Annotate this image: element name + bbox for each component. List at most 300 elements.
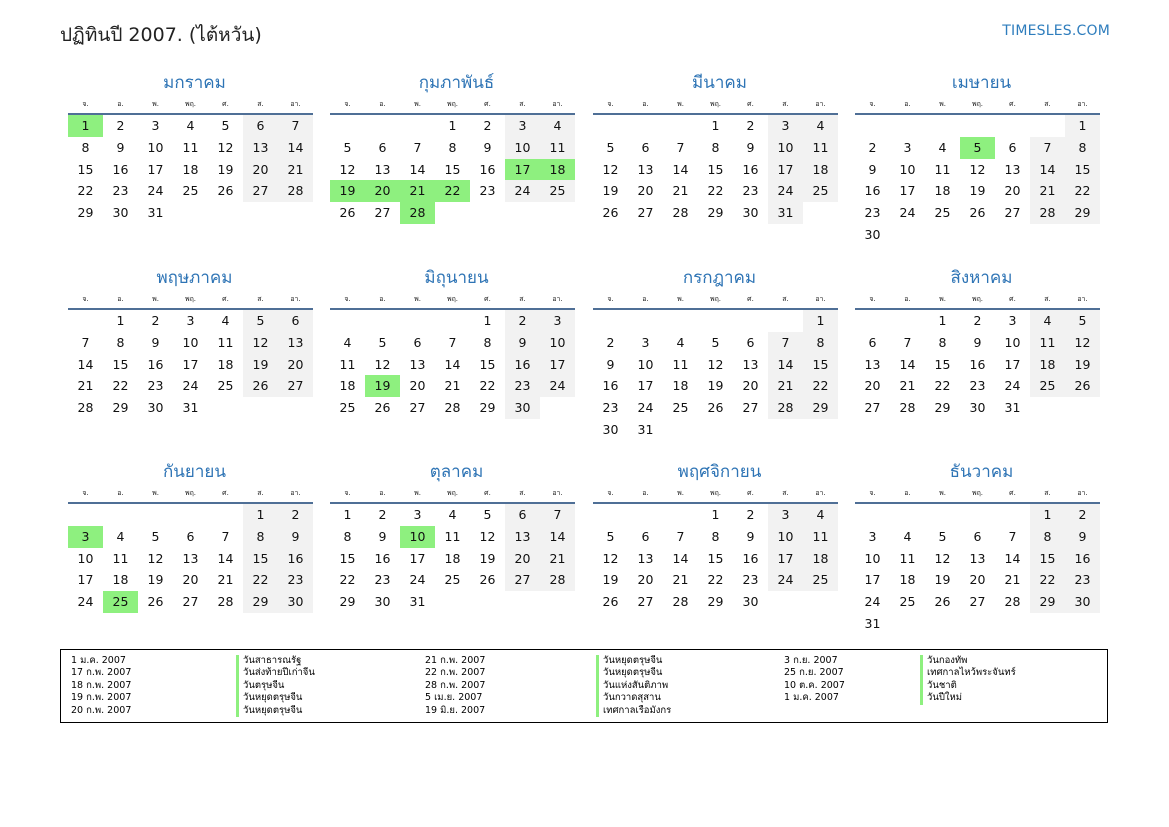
empty-day-cell (365, 310, 400, 332)
day-cell: 14 (899, 356, 916, 372)
week-row (330, 548, 575, 570)
empty-day-cell (733, 310, 768, 332)
weekday-label: อ. (642, 100, 649, 108)
day-cell: 21 (217, 572, 234, 588)
empty-day-cell (995, 115, 1030, 137)
site-name-link[interactable]: TIMESLES.COM (1002, 23, 1110, 39)
weekday-header (855, 486, 1100, 504)
day-cell: 24 (768, 180, 803, 202)
day-cell: 14 (1030, 159, 1065, 181)
empty-day-cell (628, 310, 663, 332)
day-cell: 9 (116, 139, 125, 155)
day-cell: 6 (868, 334, 877, 350)
day-cell: 11 (899, 550, 916, 566)
legend-holiday-name: วันหยุดตรุษจีน (236, 705, 315, 717)
weekday-label: ศ. (222, 489, 229, 497)
day-cell: 12 (217, 139, 234, 155)
legend-date: 1 ม.ค. 2007 (71, 655, 126, 666)
empty-day-cell (803, 591, 838, 613)
day-cell: 3 (151, 118, 160, 133)
empty-day-cell (138, 504, 173, 526)
weekday-label: พฤ. (446, 489, 459, 497)
week-row (855, 375, 1100, 397)
day-cell: 27 (742, 400, 759, 416)
empty-day-cell (470, 591, 505, 613)
day-cell: 16 (147, 356, 164, 372)
day-cell: 17 (182, 356, 199, 372)
legend-date: 19 มิ.ย. 2007 (425, 704, 486, 716)
empty-day-cell (768, 310, 803, 332)
day-cell: 3 (903, 139, 912, 155)
week-row (855, 202, 1100, 224)
day-cell: 24 (768, 569, 803, 591)
day-cell: 26 (707, 400, 724, 416)
day-cell: 26 (934, 594, 951, 610)
day-cell: 16 (742, 550, 759, 566)
day-cell: 12 (243, 332, 278, 354)
weekday-label: พฤ. (184, 489, 197, 497)
day-cell: 5 (243, 310, 278, 332)
day-cell: 22 (803, 375, 838, 397)
weekday-label: ส. (519, 295, 526, 303)
legend-holiday-name: วันกองทัพ (920, 655, 1016, 667)
empty-day-cell (505, 591, 540, 613)
weekday-label: ส. (782, 100, 789, 108)
day-cell: 9 (606, 356, 615, 372)
weekday-label: อ. (642, 489, 649, 497)
week-row (593, 180, 838, 202)
day-cell: 7 (676, 528, 685, 544)
day-cell: 12 (969, 161, 986, 177)
day-cell: 27 (374, 205, 391, 221)
day-cell: 6 (641, 139, 650, 155)
day-cell: 25 (803, 180, 838, 202)
day-cell: 4 (186, 118, 195, 133)
day-cell: 2 (746, 507, 755, 522)
day-cell: 6 (505, 504, 540, 526)
day-cell: 8 (1030, 526, 1065, 548)
day-cell: 2 (1065, 504, 1100, 526)
day-cell: 25 (182, 183, 199, 199)
week-row (855, 548, 1100, 570)
weekday-label: อา. (815, 100, 826, 108)
empty-day-cell (1065, 397, 1100, 419)
day-cell: 23 (602, 400, 619, 416)
day-cell: 23 (742, 183, 759, 199)
day-cell: 18 (934, 183, 951, 199)
day-cell: 18 (1030, 354, 1065, 376)
day-cell: 1 (1065, 115, 1100, 137)
legend-holiday-name: วันปีใหม่ (920, 692, 1016, 704)
day-cell: 14 (409, 161, 426, 177)
day-cell: 7 (278, 115, 313, 137)
day-cell: 6 (973, 528, 982, 544)
weekday-label: พฤ. (709, 100, 722, 108)
week-row (68, 375, 313, 397)
day-cell: 29 (77, 205, 94, 221)
weekday-label: ส. (519, 100, 526, 108)
day-cell: 27 (637, 594, 654, 610)
holiday-day-cell: 1 (68, 115, 103, 137)
day-cell: 11 (803, 526, 838, 548)
weekday-label: จ. (869, 295, 876, 303)
day-cell: 13 (278, 332, 313, 354)
day-cell: 27 (969, 594, 986, 610)
day-cell: 6 (1008, 139, 1017, 155)
day-cell: 31 (1004, 400, 1021, 416)
day-cell: 30 (742, 594, 759, 610)
empty-day-cell (768, 591, 803, 613)
week-row (68, 332, 313, 354)
day-cell: 8 (711, 528, 720, 544)
day-cell: 11 (540, 137, 575, 159)
day-cell: 17 (409, 550, 426, 566)
holiday-day-cell: 25 (103, 591, 138, 613)
week-row (68, 180, 313, 202)
weekday-label: อา. (290, 489, 301, 497)
day-cell: 10 (637, 356, 654, 372)
day-cell: 13 (1004, 161, 1021, 177)
day-cell: 24 (147, 183, 164, 199)
day-cell: 7 (413, 139, 422, 155)
day-cell: 5 (343, 139, 352, 155)
weekday-label: พฤ. (184, 100, 197, 108)
day-cell: 6 (278, 310, 313, 332)
day-cell: 15 (444, 161, 461, 177)
day-cell: 12 (602, 161, 619, 177)
week-row (855, 591, 1100, 613)
day-cell: 24 (505, 180, 540, 202)
day-cell: 26 (243, 375, 278, 397)
day-cell: 16 (112, 161, 129, 177)
day-cell: 31 (768, 202, 803, 224)
legend-holiday-name: วันสาธารณรัฐ (236, 655, 315, 667)
month-name: เมษายน (951, 73, 1012, 93)
day-cell: 22 (707, 572, 724, 588)
empty-day-cell (960, 613, 995, 635)
empty-day-cell (365, 115, 400, 137)
day-cell: 30 (147, 400, 164, 416)
day-cell: 30 (969, 400, 986, 416)
week-row (855, 224, 1100, 246)
holiday-day-cell: 18 (540, 159, 575, 181)
weekday-label: จ. (869, 489, 876, 497)
weekday-label: อ. (117, 100, 124, 108)
day-cell: 11 (217, 334, 234, 350)
week-row (593, 332, 838, 354)
day-cell: 22 (339, 572, 356, 588)
legend-names-col-3 (920, 655, 1016, 705)
empty-day-cell (960, 504, 995, 526)
day-cell: 19 (934, 572, 951, 588)
week-row (330, 397, 575, 419)
day-cell: 19 (602, 572, 619, 588)
month-name: ธันวาคม (949, 462, 1014, 482)
day-cell: 22 (479, 378, 496, 394)
empty-day-cell (1030, 224, 1065, 246)
weekday-label: พฤ. (184, 295, 197, 303)
day-cell: 5 (221, 118, 230, 133)
day-cell: 25 (339, 400, 356, 416)
empty-day-cell (470, 202, 505, 224)
day-cell: 8 (803, 332, 838, 354)
weekday-label: ศ. (1009, 489, 1016, 497)
day-cell: 4 (343, 334, 352, 350)
day-cell: 26 (479, 572, 496, 588)
day-cell: 10 (899, 161, 916, 177)
day-cell: 16 (969, 356, 986, 372)
weekday-header (855, 292, 1100, 310)
month-name: มีนาคม (692, 73, 747, 93)
day-cell: 9 (1065, 526, 1100, 548)
day-cell: 4 (221, 313, 230, 328)
day-cell: 24 (637, 400, 654, 416)
week-row (330, 115, 575, 137)
weekday-label: จ. (607, 295, 614, 303)
empty-day-cell (400, 115, 435, 137)
weekday-label: พฤ. (971, 100, 984, 108)
day-cell: 28 (444, 400, 461, 416)
legend-names-col-1 (236, 655, 315, 717)
empty-day-cell (1030, 115, 1065, 137)
empty-day-cell (593, 310, 628, 332)
day-cell: 22 (77, 183, 94, 199)
day-cell: 7 (1030, 137, 1065, 159)
weekday-label: จ. (344, 100, 351, 108)
empty-day-cell (540, 202, 575, 224)
page-title: ปฏิทินปี 2007. (ไต้หวัน) (60, 24, 262, 46)
weekday-label: จ. (869, 100, 876, 108)
week-row (855, 180, 1100, 202)
day-cell: 15 (243, 548, 278, 570)
empty-day-cell (890, 115, 925, 137)
legend-dates-col-3 (784, 655, 845, 705)
day-cell: 22 (243, 569, 278, 591)
day-cell: 19 (243, 354, 278, 376)
week-row (593, 504, 838, 526)
weekday-label: อ. (904, 100, 911, 108)
day-cell: 25 (934, 205, 951, 221)
weekday-label: อ. (904, 295, 911, 303)
day-cell: 28 (768, 397, 803, 419)
week-row (330, 159, 575, 181)
day-cell: 14 (444, 356, 461, 372)
weekday-label: ส. (1044, 489, 1051, 497)
week-row (855, 159, 1100, 181)
day-cell: 25 (803, 569, 838, 591)
weekday-label: พ. (414, 489, 421, 497)
day-cell: 13 (969, 550, 986, 566)
day-cell: 25 (217, 378, 234, 394)
day-cell: 6 (243, 115, 278, 137)
day-cell: 8 (81, 139, 90, 155)
empty-day-cell (330, 115, 365, 137)
day-cell: 30 (278, 591, 313, 613)
day-cell: 10 (540, 332, 575, 354)
day-cell: 16 (742, 161, 759, 177)
weekday-label: ส. (1044, 295, 1051, 303)
day-cell: 16 (602, 378, 619, 394)
day-cell: 27 (1004, 205, 1021, 221)
weekday-label: จ. (607, 489, 614, 497)
holiday-day-cell: 22 (435, 180, 470, 202)
week-row (68, 591, 313, 613)
day-cell: 1 (448, 118, 457, 133)
day-cell: 7 (903, 334, 912, 350)
day-cell: 5 (483, 507, 492, 522)
day-cell: 20 (409, 378, 426, 394)
day-cell: 31 (182, 400, 199, 416)
week-row (593, 526, 838, 548)
empty-day-cell (1030, 613, 1065, 635)
day-cell: 25 (1030, 375, 1065, 397)
weekday-label: พ. (677, 489, 684, 497)
day-cell: 2 (483, 118, 492, 133)
empty-day-cell (435, 310, 470, 332)
day-cell: 13 (864, 356, 881, 372)
week-row (593, 137, 838, 159)
day-cell: 5 (606, 528, 615, 544)
day-cell: 15 (707, 161, 724, 177)
weekday-label: พ. (939, 100, 946, 108)
day-cell: 5 (711, 334, 720, 350)
weekday-label: พฤ. (709, 295, 722, 303)
day-cell: 18 (899, 572, 916, 588)
day-cell: 15 (1030, 548, 1065, 570)
day-cell: 27 (864, 400, 881, 416)
legend-date: 21 ก.พ. 2007 (425, 655, 486, 666)
day-cell: 20 (969, 572, 986, 588)
week-row (855, 310, 1100, 332)
day-cell: 11 (112, 550, 129, 566)
week-row (330, 526, 575, 548)
legend-date: 20 ก.พ. 2007 (71, 704, 132, 716)
day-cell: 12 (479, 528, 496, 544)
day-cell: 29 (479, 400, 496, 416)
day-cell: 15 (479, 356, 496, 372)
weekday-label: จ. (82, 295, 89, 303)
day-cell: 14 (768, 354, 803, 376)
legend-names-col-2 (596, 655, 671, 717)
day-cell: 28 (1030, 202, 1065, 224)
empty-day-cell (698, 310, 733, 332)
legend-date: 10 ต.ค. 2007 (784, 679, 845, 691)
day-cell: 8 (711, 139, 720, 155)
day-cell: 17 (768, 159, 803, 181)
day-cell: 26 (969, 205, 986, 221)
day-cell: 20 (505, 548, 540, 570)
weekday-label: ศ. (222, 100, 229, 108)
month-calendar (593, 460, 838, 613)
day-cell: 26 (1065, 375, 1100, 397)
day-cell: 19 (969, 183, 986, 199)
day-cell: 27 (409, 400, 426, 416)
empty-day-cell (890, 310, 925, 332)
holiday-day-cell: 19 (365, 375, 400, 397)
day-cell: 28 (899, 400, 916, 416)
week-row (593, 548, 838, 570)
day-cell: 18 (444, 550, 461, 566)
empty-day-cell (663, 310, 698, 332)
empty-day-cell (768, 419, 803, 441)
day-cell: 28 (672, 594, 689, 610)
day-cell: 20 (182, 572, 199, 588)
week-row (593, 354, 838, 376)
day-cell: 11 (444, 528, 461, 544)
day-cell: 15 (339, 550, 356, 566)
empty-day-cell (663, 115, 698, 137)
weekday-label: ส. (1044, 100, 1051, 108)
day-cell: 9 (868, 161, 877, 177)
weekday-label: อา. (552, 100, 563, 108)
day-cell: 2 (378, 507, 387, 522)
day-cell: 13 (374, 161, 391, 177)
week-row (855, 115, 1100, 137)
day-cell: 23 (742, 572, 759, 588)
day-cell: 3 (413, 507, 422, 522)
weekday-label: จ. (82, 100, 89, 108)
month-calendar (593, 266, 838, 441)
day-cell: 30 (602, 421, 619, 437)
week-row (330, 591, 575, 613)
week-row (68, 202, 313, 224)
day-cell: 27 (637, 205, 654, 221)
week-row (330, 504, 575, 526)
weekday-label: อา. (552, 489, 563, 497)
day-cell: 28 (278, 180, 313, 202)
empty-day-cell (173, 504, 208, 526)
week-row (593, 202, 838, 224)
day-cell: 18 (672, 378, 689, 394)
day-cell: 7 (540, 504, 575, 526)
legend-date: 3 ก.ย. 2007 (784, 655, 838, 666)
holiday-day-cell: 5 (960, 137, 995, 159)
day-cell: 17 (1004, 356, 1021, 372)
empty-day-cell (173, 202, 208, 224)
month-name: พฤศจิกายน (677, 462, 762, 482)
day-cell: 8 (243, 526, 278, 548)
month-calendar (330, 266, 575, 419)
day-cell: 25 (444, 572, 461, 588)
weekday-label: จ. (344, 489, 351, 497)
week-row (68, 159, 313, 181)
day-cell: 12 (934, 550, 951, 566)
day-cell: 14 (540, 526, 575, 548)
day-cell: 22 (1030, 569, 1065, 591)
day-cell: 1 (483, 313, 492, 328)
weekday-header (593, 486, 838, 504)
day-cell: 27 (243, 180, 278, 202)
day-cell: 23 (479, 183, 496, 199)
week-row (593, 419, 838, 441)
day-cell: 6 (186, 528, 195, 544)
weekday-label: พฤ. (446, 295, 459, 303)
weekday-header (68, 486, 313, 504)
day-cell: 12 (602, 550, 619, 566)
day-cell: 14 (672, 161, 689, 177)
holiday-day-cell: 21 (400, 180, 435, 202)
weekday-label: ส. (519, 489, 526, 497)
day-cell: 11 (934, 161, 951, 177)
day-cell: 10 (147, 139, 164, 155)
day-cell: 24 (899, 205, 916, 221)
empty-day-cell (698, 419, 733, 441)
day-cell: 24 (182, 378, 199, 394)
day-cell: 27 (505, 569, 540, 591)
legend-date: 5 เม.ย. 2007 (425, 692, 483, 704)
day-cell: 8 (116, 334, 125, 350)
day-cell: 6 (641, 528, 650, 544)
